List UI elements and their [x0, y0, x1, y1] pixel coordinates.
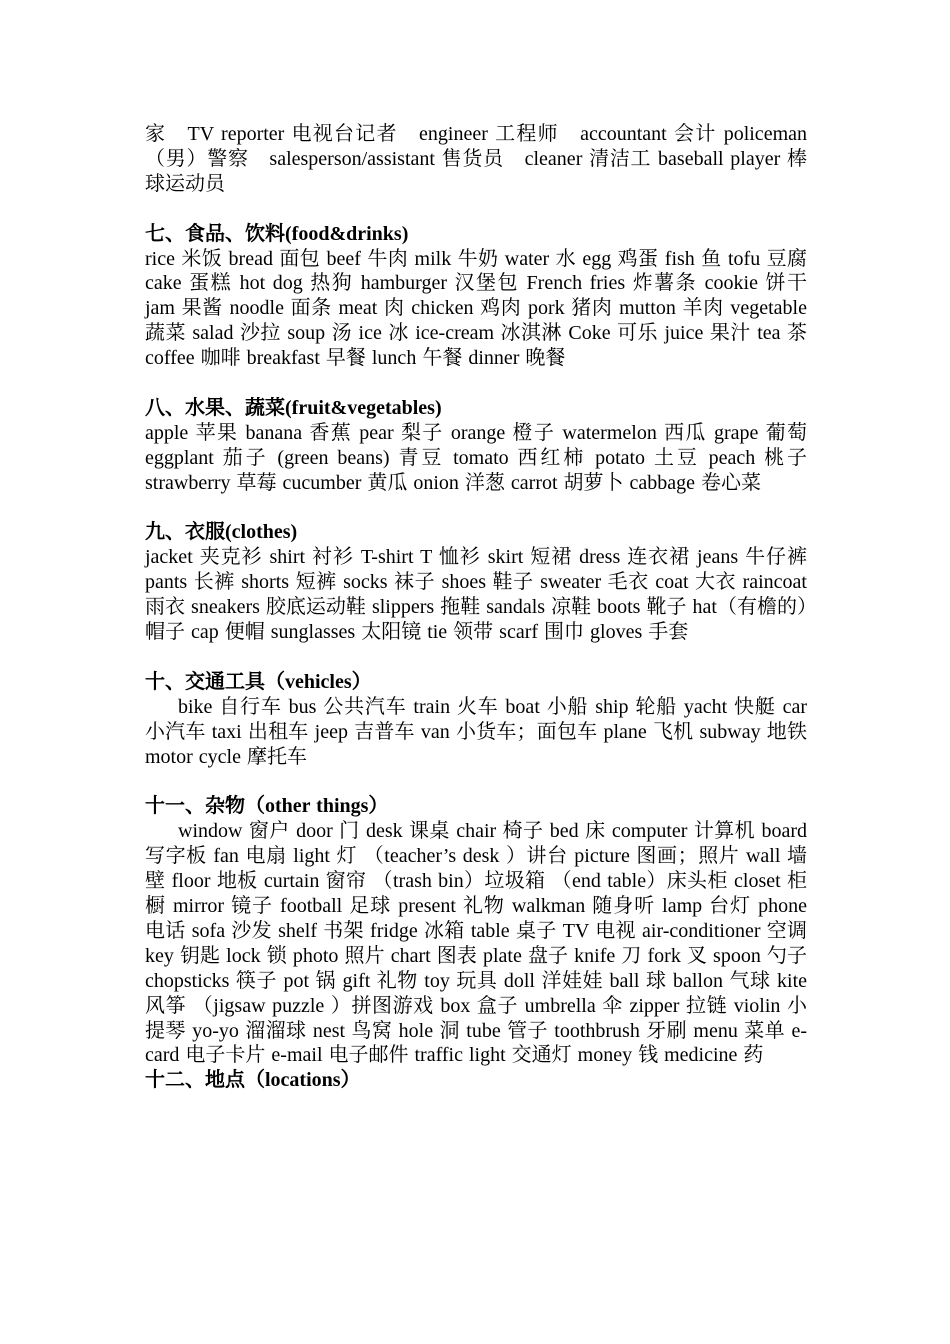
- section-heading-clothes: 九、衣服(clothes): [145, 521, 298, 544]
- section-heading-fruit: 八、水果、蔬菜(fruit&vegetables): [145, 396, 442, 419]
- section-gap: [145, 371, 807, 396]
- section-body-food: rice 米饭 bread 面包 beef 牛肉 milk 牛奶 water 水 egg 鸡蛋 fish 鱼 tofu 豆腐 cake 蛋糕 hot dog 热狗 hamburger 汉堡包 French fries 炸薯条 cookie 饼干 jam 果酱 noodle 面条 meat 肉 chicken 鸡肉 pork 猪肉 mutton 羊肉 vegetable 蔬菜 salad 沙拉 soup 汤 ice 冰 ice-cream 冰淇淋 Coke 可乐 juice 果汁 tea 茶 coffee 咖啡 breakfast 早餐 lunch 午餐 dinner 晚餐: [145, 247, 807, 370]
- section-body-vehicles: bike 自行车 bus 公共汽车 train 火车 boat 小船 ship 轮船 yacht 快艇 car 小汽车 taxi 出租车 jeep 吉普车 van 小货车；面包车 plane 飞机 subway 地铁 motor cycle 摩托车: [145, 695, 807, 768]
- section-heading-food: 七、食品、饮料(food&drinks): [145, 222, 409, 245]
- section-body-other-things: window 窗户 door 门 desk 课桌 chair 椅子 bed 床 computer 计算机 board 写字板 fan 电扇 light 灯 （teacher’s desk ）讲台 picture 图画；照片 wall 墙壁 floor 地板 curtain 窗帘 （trash bin）垃圾箱 （end table）床头柜 closet 柜橱 mirror 镜子 football 足球 present 礼物 walkman 随身听 lamp 台灯 phone 电话 sofa 沙发 shelf 书架 fridge 冰箱 table 桌子 TV 电视 air-conditioner 空调 key 钥匙 lock 锁 photo 照片 chart 图表 plate 盘子 knife 刀 fork 叉 spoon 勺子 chopsticks 筷子 pot 锅 gift 礼物 toy 玩具 doll 洋娃娃 ball 球 ballon 气球 kite 风筝 （jigsaw puzzle ）拼图游戏 box 盒子 umbrella 伞 zipper 拉链 violin 小提琴 yo-yo 溜溜球 nest 鸟窝 hole 洞 tube 管子 toothbrush 牙刷 menu 菜单 e-card 电子卡片 e-mail 电子邮件 traffic light 交通灯 money 钱 medicine 药: [145, 820, 807, 1067]
- section-gap: [145, 645, 807, 670]
- section-heading-other-things: 十一、杂物（other things）: [145, 795, 389, 818]
- intro-paragraph: 家 TV reporter 电视台记者 engineer 工程师 accountant 会计 policeman（男）警察 salesperson/assistant 售货员 cleaner 清洁工 baseball player 棒球运动员: [145, 123, 807, 195]
- section-body-clothes: jacket 夹克衫 shirt 衬衫 T-shirt T 恤衫 skirt 短裙 dress 连衣裙 jeans 牛仔裤 pants 长裤 shorts 短裤 socks 袜子 shoes 鞋子 sweater 毛衣 coat 大衣 raincoat 雨衣 sneakers 胶底运动鞋 slippers 拖鞋 sandals 凉鞋 boots 靴子 hat（有檐的）帽子 cap 便帽 sunglasses 太阳镜 tie 领带 scarf 围巾 gloves 手套: [145, 546, 807, 644]
- section-body-fruit: apple 苹果 banana 香蕉 pear 梨子 orange 橙子 watermelon 西瓜 grape 葡萄 eggplant 茄子 (green beans) 青豆 tomato 西红柿 potato 土豆 peach 桃子 strawberry 草莓 cucumber 黄瓜 onion 洋葱 carrot 胡萝卜 cabbage 卷心菜: [145, 421, 807, 494]
- section-heading-locations: 十二、地点（locations）: [145, 1069, 361, 1092]
- section-gap: [145, 496, 807, 521]
- section-gap: [145, 197, 807, 222]
- section-heading-vehicles: 十、交通工具（vehicles）: [145, 670, 372, 693]
- document-page: [145, 122, 807, 1093]
- section-gap: [145, 770, 807, 795]
